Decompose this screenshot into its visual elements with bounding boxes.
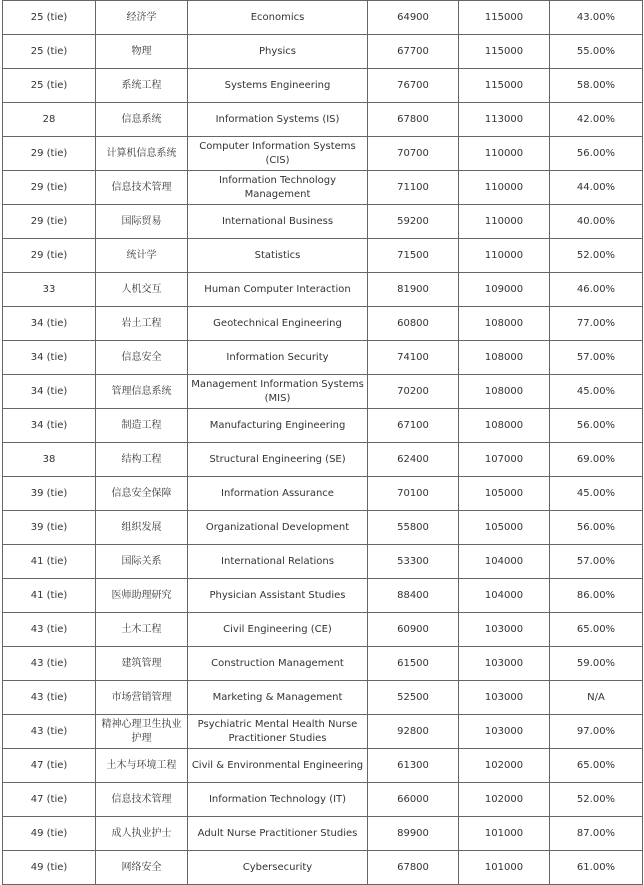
major-chinese-cell: 土木与环境工程 [96,749,188,783]
rank-cell: 41 (tie) [3,545,96,579]
major-chinese-cell: 系统工程 [96,69,188,103]
mid-career-pay-cell: 115000 [459,1,550,35]
mid-career-pay-cell: 104000 [459,545,550,579]
mid-career-pay-cell: 110000 [459,205,550,239]
major-chinese-cell: 信息系统 [96,103,188,137]
early-career-pay-cell: 55800 [368,511,459,545]
major-english-cell: Manufacturing Engineering [188,409,368,443]
major-chinese-cell: 经济学 [96,1,188,35]
percent-cell: 52.00% [550,239,643,273]
major-chinese-cell: 信息安全 [96,341,188,375]
percent-cell: 45.00% [550,477,643,511]
percent-cell: 40.00% [550,205,643,239]
early-career-pay-cell: 61500 [368,647,459,681]
rank-cell: 43 (tie) [3,647,96,681]
table-row [3,545,643,579]
major-chinese-cell: 医师助理研究 [96,579,188,613]
major-chinese-cell: 人机交互 [96,273,188,307]
table-row [3,239,643,273]
rank-cell: 29 (tie) [3,137,96,171]
table-body [3,1,643,885]
table-row [3,273,643,307]
percent-cell: 59.00% [550,647,643,681]
percent-cell: 65.00% [550,613,643,647]
percent-cell: 56.00% [550,409,643,443]
rank-cell: 33 [3,273,96,307]
table-row [3,1,643,35]
major-chinese-cell: 统计学 [96,239,188,273]
mid-career-pay-cell: 101000 [459,851,550,885]
early-career-pay-cell: 59200 [368,205,459,239]
major-english-cell: Civil Engineering (CE) [188,613,368,647]
major-chinese-cell: 精神心理卫生执业护理 [96,715,188,749]
rank-cell: 29 (tie) [3,239,96,273]
percent-cell: 77.00% [550,307,643,341]
table-row [3,511,643,545]
percent-cell: 46.00% [550,273,643,307]
early-career-pay-cell: 89900 [368,817,459,851]
percent-cell: 56.00% [550,137,643,171]
rank-cell: 25 (tie) [3,35,96,69]
rank-cell: 38 [3,443,96,477]
early-career-pay-cell: 61300 [368,749,459,783]
early-career-pay-cell: 67700 [368,35,459,69]
early-career-pay-cell: 60800 [368,307,459,341]
mid-career-pay-cell: 105000 [459,477,550,511]
percent-cell: 86.00% [550,579,643,613]
early-career-pay-cell: 71500 [368,239,459,273]
major-english-cell: Structural Engineering (SE) [188,443,368,477]
early-career-pay-cell: 53300 [368,545,459,579]
mid-career-pay-cell: 115000 [459,69,550,103]
major-english-cell: Economics [188,1,368,35]
mid-career-pay-cell: 107000 [459,443,550,477]
mid-career-pay-cell: 105000 [459,511,550,545]
major-chinese-cell: 建筑管理 [96,647,188,681]
major-english-cell: Management Information Systems (MIS) [188,375,368,409]
rank-cell: 47 (tie) [3,783,96,817]
table-row [3,783,643,817]
percent-cell: 42.00% [550,103,643,137]
early-career-pay-cell: 70200 [368,375,459,409]
percent-cell: 65.00% [550,749,643,783]
major-chinese-cell: 成人执业护士 [96,817,188,851]
rank-cell: 25 (tie) [3,1,96,35]
table-row [3,613,643,647]
table-row [3,851,643,885]
major-chinese-cell: 国际关系 [96,545,188,579]
early-career-pay-cell: 60900 [368,613,459,647]
early-career-pay-cell: 64900 [368,1,459,35]
early-career-pay-cell: 81900 [368,273,459,307]
mid-career-pay-cell: 103000 [459,681,550,715]
rank-cell: 29 (tie) [3,205,96,239]
major-english-cell: Information Security [188,341,368,375]
early-career-pay-cell: 71100 [368,171,459,205]
percent-cell: N/A [550,681,643,715]
major-english-cell: Physician Assistant Studies [188,579,368,613]
mid-career-pay-cell: 101000 [459,817,550,851]
mid-career-pay-cell: 102000 [459,783,550,817]
major-english-cell: Cybersecurity [188,851,368,885]
table-row [3,205,643,239]
mid-career-pay-cell: 113000 [459,103,550,137]
table-row [3,409,643,443]
rank-cell: 25 (tie) [3,69,96,103]
mid-career-pay-cell: 108000 [459,375,550,409]
major-english-cell: Statistics [188,239,368,273]
early-career-pay-cell: 88400 [368,579,459,613]
major-chinese-cell: 制造工程 [96,409,188,443]
mid-career-pay-cell: 103000 [459,647,550,681]
rank-cell: 49 (tie) [3,851,96,885]
mid-career-pay-cell: 108000 [459,307,550,341]
major-english-cell: Information Assurance [188,477,368,511]
major-english-cell: Organizational Development [188,511,368,545]
table-row [3,443,643,477]
major-chinese-cell: 土木工程 [96,613,188,647]
rank-cell: 34 (tie) [3,409,96,443]
major-chinese-cell: 网络安全 [96,851,188,885]
mid-career-pay-cell: 115000 [459,35,550,69]
table-row [3,477,643,511]
major-chinese-cell: 管理信息系统 [96,375,188,409]
rank-cell: 43 (tie) [3,681,96,715]
percent-cell: 97.00% [550,715,643,749]
early-career-pay-cell: 74100 [368,341,459,375]
major-chinese-cell: 计算机信息系统 [96,137,188,171]
major-english-cell: Information Systems (IS) [188,103,368,137]
major-english-cell: Computer Information Systems (CIS) [188,137,368,171]
rank-cell: 34 (tie) [3,307,96,341]
major-chinese-cell: 国际贸易 [96,205,188,239]
table-row [3,375,643,409]
table-row [3,681,643,715]
major-english-cell: Human Computer Interaction [188,273,368,307]
major-english-cell: Information Technology (IT) [188,783,368,817]
mid-career-pay-cell: 104000 [459,579,550,613]
early-career-pay-cell: 67100 [368,409,459,443]
major-chinese-cell: 岩土工程 [96,307,188,341]
table-row [3,137,643,171]
table-row [3,647,643,681]
major-english-cell: Construction Management [188,647,368,681]
rank-cell: 49 (tie) [3,817,96,851]
mid-career-pay-cell: 110000 [459,239,550,273]
table-row [3,35,643,69]
percent-cell: 52.00% [550,783,643,817]
table-row [3,341,643,375]
major-english-cell: Civil & Environmental Engineering [188,749,368,783]
salary-table [2,0,643,885]
major-english-cell: Physics [188,35,368,69]
mid-career-pay-cell: 102000 [459,749,550,783]
early-career-pay-cell: 70700 [368,137,459,171]
percent-cell: 44.00% [550,171,643,205]
early-career-pay-cell: 76700 [368,69,459,103]
percent-cell: 56.00% [550,511,643,545]
major-english-cell: Systems Engineering [188,69,368,103]
mid-career-pay-cell: 103000 [459,715,550,749]
rank-cell: 34 (tie) [3,341,96,375]
rank-cell: 39 (tie) [3,477,96,511]
mid-career-pay-cell: 109000 [459,273,550,307]
mid-career-pay-cell: 108000 [459,409,550,443]
rank-cell: 29 (tie) [3,171,96,205]
mid-career-pay-cell: 110000 [459,171,550,205]
rank-cell: 41 (tie) [3,579,96,613]
rank-cell: 43 (tie) [3,715,96,749]
percent-cell: 43.00% [550,1,643,35]
major-chinese-cell: 市场营销管理 [96,681,188,715]
table-row [3,69,643,103]
rank-cell: 34 (tie) [3,375,96,409]
major-english-cell: Psychiatric Mental Health Nurse Practitioner Studies [188,715,368,749]
percent-cell: 69.00% [550,443,643,477]
percent-cell: 58.00% [550,69,643,103]
percent-cell: 55.00% [550,35,643,69]
major-chinese-cell: 结构工程 [96,443,188,477]
table-row [3,817,643,851]
percent-cell: 87.00% [550,817,643,851]
table-row [3,715,643,749]
table-row [3,103,643,137]
percent-cell: 57.00% [550,341,643,375]
major-chinese-cell: 物理 [96,35,188,69]
table-row [3,307,643,341]
major-english-cell: Adult Nurse Practitioner Studies [188,817,368,851]
mid-career-pay-cell: 108000 [459,341,550,375]
early-career-pay-cell: 62400 [368,443,459,477]
rank-cell: 47 (tie) [3,749,96,783]
early-career-pay-cell: 67800 [368,103,459,137]
major-chinese-cell: 信息技术管理 [96,783,188,817]
rank-cell: 28 [3,103,96,137]
major-english-cell: International Business [188,205,368,239]
major-chinese-cell: 组织发展 [96,511,188,545]
percent-cell: 57.00% [550,545,643,579]
mid-career-pay-cell: 110000 [459,137,550,171]
mid-career-pay-cell: 103000 [459,613,550,647]
early-career-pay-cell: 67800 [368,851,459,885]
major-english-cell: Marketing & Management [188,681,368,715]
major-english-cell: Geotechnical Engineering [188,307,368,341]
early-career-pay-cell: 70100 [368,477,459,511]
table-row [3,579,643,613]
rank-cell: 39 (tie) [3,511,96,545]
percent-cell: 45.00% [550,375,643,409]
major-english-cell: International Relations [188,545,368,579]
table-row [3,171,643,205]
major-english-cell: Information Technology Management [188,171,368,205]
early-career-pay-cell: 52500 [368,681,459,715]
major-chinese-cell: 信息安全保障 [96,477,188,511]
rank-cell: 43 (tie) [3,613,96,647]
percent-cell: 61.00% [550,851,643,885]
major-chinese-cell: 信息技术管理 [96,171,188,205]
early-career-pay-cell: 92800 [368,715,459,749]
early-career-pay-cell: 66000 [368,783,459,817]
table-row [3,749,643,783]
